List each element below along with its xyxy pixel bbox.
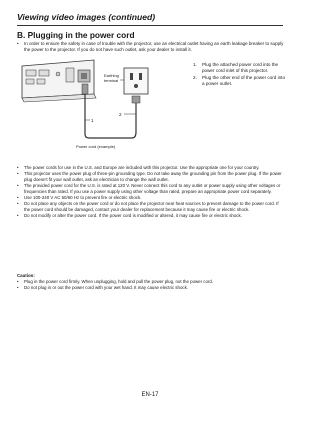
note-item: [17, 183, 285, 195]
earthing-label: terminal: [104, 78, 119, 83]
note-item: [17, 171, 285, 183]
bullet-icon: •: [17, 201, 19, 206]
bullet-icon: •: [17, 171, 19, 176]
bullet-icon: •: [17, 285, 19, 290]
bullet-icon: •: [17, 41, 19, 46]
caution-text: Do not plug in or out the power cord with your wet hand. It may cause electric shock.: [24, 285, 188, 290]
note-text: This projector uses the power plug of three-pin grounding type. Do not take away the grounding pin from the power plug. If the power plug doesn't fit your wall outlet, ask an electrician to change the wall outlet.: [24, 171, 282, 182]
callout-1: 1: [91, 118, 94, 123]
port-icon: [26, 79, 34, 84]
step-text: Plug the other end of the power cord into a power outlet.: [202, 75, 285, 87]
note-text: Use 100-240 V AC 50/60 Hz to prevent fire or electric shock.: [24, 195, 142, 200]
page-number: EN-17: [141, 392, 159, 398]
note-text: The power cords for use in the U.S. and Europe are included with this projector. Use the appropriate one for your country.: [24, 165, 260, 170]
step-number: 2.: [193, 75, 197, 81]
power-cord-illustration: [20, 58, 158, 151]
caution-text: Plug in the power cord firmly. When unplugging, hold and pull the power plug, not the power cord.: [24, 279, 214, 284]
header-title: Viewing video images (continued): [17, 12, 156, 22]
header-rule: [17, 25, 283, 26]
note-item: [17, 201, 285, 213]
notes-list: [17, 165, 285, 219]
note-text: Do not place any objects on the power cord or do not place the projector near heat sources to prevent damage to the power cord. If the power cord should be damaged, contact your dealer for replacement because it may cause fire or electric shock.: [24, 201, 279, 212]
step-text: Plug the attached power cord into the power cord inlet of this projector.: [202, 62, 279, 74]
outlet-ground-hole: [134, 84, 138, 88]
power-cord-figure: [20, 58, 158, 151]
caution-block: [17, 273, 285, 291]
bullet-icon: •: [17, 195, 19, 200]
power-cord: [85, 94, 136, 138]
step-item: [193, 62, 285, 74]
section-title: B. Plugging in the power cord: [17, 30, 135, 40]
bullet-icon: •: [17, 279, 19, 284]
earthing-label: Earthing: [104, 73, 119, 78]
note-item: [17, 213, 285, 219]
steps-list: [193, 62, 285, 88]
callout-2: 2: [119, 112, 122, 117]
step-number: 1.: [193, 62, 197, 67]
port-icon: [56, 72, 60, 76]
caution-item: [17, 285, 285, 291]
wall-plug-icon: [132, 96, 140, 103]
port-icon: [39, 70, 49, 76]
note-text: The provided power cord for the U.S. is rated at 120 V. Never connect this cord to any outlet or power supply using other voltages or frequencies than rated. If you use a power supply using other voltage than rated, prepare an appropriate power cord separately.: [24, 183, 281, 194]
bullet-icon: •: [17, 165, 19, 170]
power-inlet-socket: [81, 73, 87, 79]
page-header: [17, 12, 283, 22]
step-item: [193, 75, 285, 87]
outlet-slot: [139, 73, 142, 80]
power-switch-icon: [66, 68, 74, 82]
caution-title: Caution:: [17, 273, 35, 278]
intro-text: In order to ensure the safety in case of trouble with the projector, use an electrical outlet having an earth leakage breaker to supply the power to the projector. If you do not have such outlet, ask your dealer to install it.: [24, 41, 284, 52]
wall-outlet-icon: [124, 68, 148, 94]
bullet-icon: •: [17, 183, 19, 188]
note-text: Do not modify or alter the power cord. If the power cord is modified or altered, it may cause fire or electric shock.: [24, 213, 242, 218]
port-icon: [26, 70, 36, 76]
port-icon: [37, 79, 45, 84]
intro-bullet: [17, 41, 285, 53]
outlet-slot: [130, 73, 133, 80]
figure-caption: Power cord (example): [76, 144, 116, 149]
bullet-icon: •: [17, 213, 19, 218]
cord-plug-icon: [82, 84, 88, 94]
